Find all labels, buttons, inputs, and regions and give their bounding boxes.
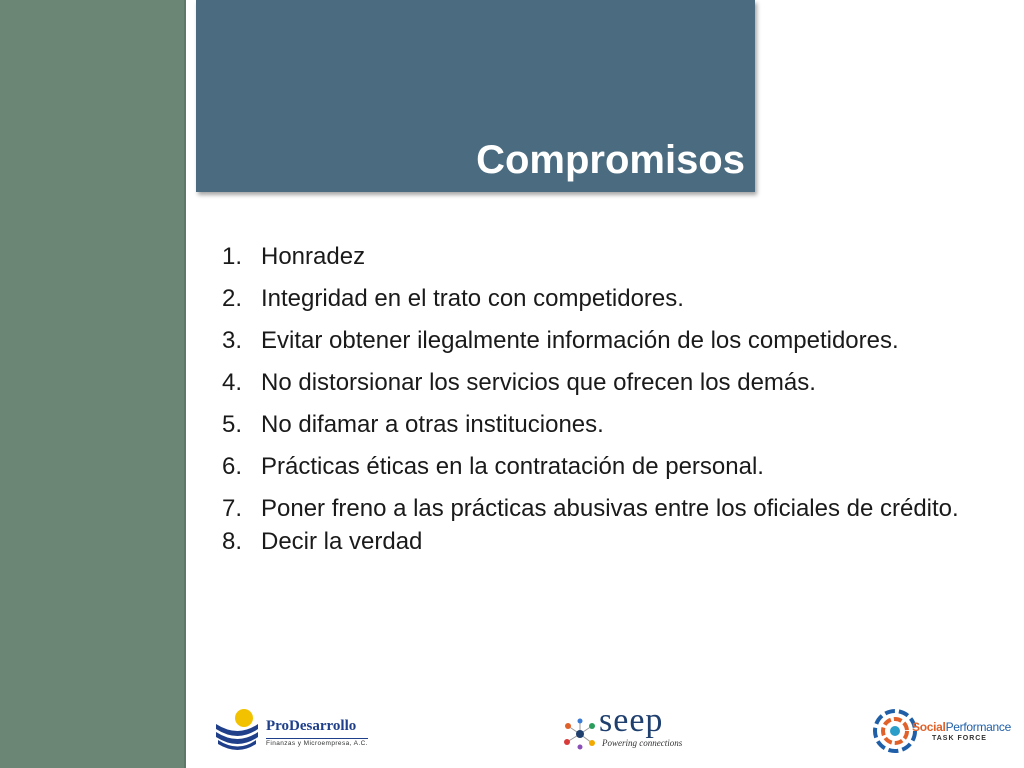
list-item-text: Integridad en el trato con competidores. <box>261 285 684 312</box>
prodesarrollo-logo <box>214 708 394 754</box>
seep-logo <box>562 702 692 754</box>
list-item <box>222 366 982 399</box>
list-item-text: No difamar a otras instituciones. <box>261 411 604 438</box>
social-performance-logo <box>872 706 1022 756</box>
list-item-text: Prácticas éticas en la contratación de personal. <box>261 453 764 480</box>
list-item <box>222 450 982 483</box>
social-performance-performance-text: Performance <box>945 720 1011 734</box>
prodesarrollo-name: ProDesarrollo <box>266 718 357 734</box>
list-item-number: 5. <box>222 411 243 438</box>
social-performance-social-text: Social <box>912 720 946 734</box>
seep-network-icon <box>562 718 598 750</box>
social-performance-name <box>912 720 1011 734</box>
title-box <box>196 0 755 192</box>
list-item-text: No distorsionar los servicios que ofrecen los demás. <box>261 369 816 396</box>
list-item <box>222 525 982 558</box>
list-item <box>222 324 982 357</box>
list-item-number: 2. <box>222 285 243 312</box>
list-item <box>222 492 982 525</box>
list-item-number: 3. <box>222 327 243 354</box>
list-item <box>222 408 982 441</box>
side-bar <box>0 0 186 768</box>
list-item <box>222 240 982 273</box>
prodesarrollo-subtitle: Finanzas y Microempresa, A.C. <box>266 740 368 747</box>
footer-logos <box>186 690 1024 768</box>
social-performance-task-force: TASK FORCE <box>932 735 987 742</box>
list-item-number: 6. <box>222 453 243 480</box>
list-item-number: 7. <box>222 495 243 522</box>
prodesarrollo-emblem-icon <box>214 708 260 754</box>
seep-tagline: Powering connections <box>602 738 683 748</box>
list-item-number: 4. <box>222 369 243 396</box>
slide-title: Compromisos <box>476 138 745 182</box>
seep-name: seep <box>599 702 664 739</box>
list-item-text: Poner freno a las prácticas abusivas entre los oficiales de crédito. <box>261 495 959 522</box>
list-item-number: 8. <box>222 528 243 555</box>
list-item-text: Decir la verdad <box>261 528 423 555</box>
list-item-number: 1. <box>222 243 243 270</box>
list-item-text: Evitar obtener ilegalmente información de los competidores. <box>261 327 899 354</box>
list-item-text: Honradez <box>261 243 366 270</box>
commitments-list <box>222 240 982 567</box>
list-item <box>222 282 982 315</box>
